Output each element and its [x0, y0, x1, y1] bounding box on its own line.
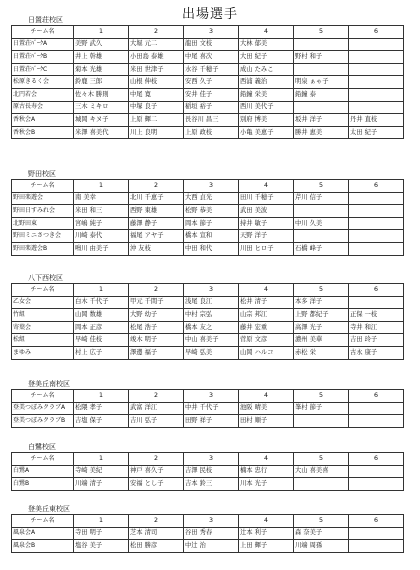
- player-cell: 寺田 明子: [74, 527, 129, 540]
- player-cell: [294, 205, 349, 218]
- player-cell: 米澤 喜美代: [74, 126, 129, 139]
- player-cell: 中川 久美: [294, 217, 349, 230]
- table-row: [12, 321, 404, 334]
- header-player-number: 2: [129, 390, 184, 403]
- player-cell: 佐々木 勝則: [74, 88, 129, 101]
- player-cell: 山根 伸枝: [129, 76, 184, 89]
- header-team-name: チーム名: [12, 515, 74, 528]
- player-cell: 武富 洋江: [129, 402, 184, 415]
- header-team-name: チーム名: [12, 180, 74, 193]
- table-row: [12, 415, 404, 428]
- header-team-name: チーム名: [12, 26, 74, 39]
- player-cell: 芝本 清司: [129, 527, 184, 540]
- player-cell: 池阪 晴美: [239, 402, 294, 415]
- player-cell: [349, 296, 404, 309]
- player-cell: [349, 192, 404, 205]
- player-cell: 中井 千代子: [184, 402, 239, 415]
- player-cell: 川田 ヒロ子: [239, 242, 294, 255]
- player-cell: 中辻 治: [184, 540, 239, 553]
- player-cell: [349, 51, 404, 64]
- table-row: [12, 51, 404, 64]
- player-cell: 城岡 キヌ子: [74, 114, 129, 127]
- player-cell: 安井 佳子: [184, 88, 239, 101]
- header-player-number: 3: [184, 390, 239, 403]
- player-cell: 峯村 節子: [294, 402, 349, 415]
- player-cell: 古永 康子: [349, 346, 404, 359]
- team-name-cell: 日置荘ﾊﾞｰｸA: [12, 38, 74, 51]
- player-cell: [349, 88, 404, 101]
- player-cell: [294, 230, 349, 243]
- player-cell: 岡本 正彦: [74, 321, 129, 334]
- player-cell: [294, 415, 349, 428]
- player-cell: 稲垣 裕子: [184, 101, 239, 114]
- table-header-row: [12, 180, 404, 193]
- player-cell: 甲元 千間子: [129, 296, 184, 309]
- player-cell: [349, 415, 404, 428]
- player-cell: 成山 たみこ: [239, 63, 294, 76]
- player-cell: 大堀 元二: [129, 38, 184, 51]
- table-row: [12, 114, 404, 127]
- player-cell: 中尾 喜次: [184, 51, 239, 64]
- team-name-cell: 寄葉会: [12, 321, 74, 334]
- team-name-cell: 野田ミニさつき会: [12, 230, 74, 243]
- header-player-number: 4: [239, 453, 294, 466]
- team-name-cell: 松組: [12, 334, 74, 347]
- section-region-label: 八下西校区: [28, 274, 63, 282]
- roster-table: [11, 283, 404, 360]
- team-name-cell: 登美つぼみクラブB: [12, 415, 74, 428]
- team-name-cell: 白鷺A: [12, 465, 74, 478]
- player-cell: 松隈 孝子: [74, 402, 129, 415]
- team-name-cell: まゆみ: [12, 346, 74, 359]
- player-cell: 三木 ミキロ: [74, 101, 129, 114]
- table-row: [12, 217, 404, 230]
- header-team-name: チーム名: [12, 284, 74, 297]
- table-row: [12, 205, 404, 218]
- team-name-cell: 野田楽遊会B: [12, 242, 74, 255]
- player-cell: 谷田 秀春: [184, 527, 239, 540]
- team-name-cell: 風泉会A: [12, 527, 74, 540]
- team-name-cell: 風泉会B: [12, 540, 74, 553]
- player-cell: [349, 217, 404, 230]
- player-cell: 中田 和代: [184, 242, 239, 255]
- player-cell: [349, 242, 404, 255]
- player-cell: 石橋 峰子: [294, 242, 349, 255]
- player-cell: 宮嶋 純子: [74, 217, 129, 230]
- team-name-cell: 原古長寿会: [12, 101, 74, 114]
- team-name-cell: 北野田東: [12, 217, 74, 230]
- player-cell: 藤澤 静子: [129, 217, 184, 230]
- header-player-number: 3: [184, 284, 239, 297]
- header-player-number: 2: [129, 26, 184, 39]
- header-player-number: 2: [129, 453, 184, 466]
- table-row: [12, 88, 404, 101]
- roster-table: [11, 389, 404, 428]
- player-cell: [349, 540, 404, 553]
- player-cell: 菅原 文彦: [239, 334, 294, 347]
- player-cell: 坂井 洋子: [294, 114, 349, 127]
- header-player-number: 3: [184, 26, 239, 39]
- player-cell: 山岡 数雄: [74, 309, 129, 322]
- table-row: [12, 38, 404, 51]
- player-cell: 明泉 ぁゃ子: [294, 76, 349, 89]
- header-player-number: 5: [294, 390, 349, 403]
- page-title: 出場選手: [181, 7, 238, 22]
- player-cell: [294, 478, 349, 491]
- header-player-number: 2: [129, 284, 184, 297]
- player-cell: 田村 順子: [239, 415, 294, 428]
- header-player-number: 1: [74, 515, 129, 528]
- header-player-number: 1: [74, 180, 129, 193]
- team-name-cell: 登美つぼみクラブA: [12, 402, 74, 415]
- table-row: [12, 527, 404, 540]
- player-cell: [294, 101, 349, 114]
- player-cell: 安福 とし子: [129, 478, 184, 491]
- table-row: [12, 101, 404, 114]
- player-cell: [349, 478, 404, 491]
- table-row: [12, 334, 404, 347]
- player-cell: 松田 勝彦: [129, 540, 184, 553]
- table-row: [12, 63, 404, 76]
- player-cell: 川本 光子: [239, 478, 294, 491]
- player-cell: 勝井 恵美: [294, 126, 349, 139]
- player-cell: 野村 和子: [294, 51, 349, 64]
- header-player-number: 5: [294, 26, 349, 39]
- header-player-number: 2: [129, 180, 184, 193]
- player-cell: 田野 祥子: [184, 415, 239, 428]
- player-cell: 西川 美代子: [239, 101, 294, 114]
- player-cell: 岡本 節子: [184, 217, 239, 230]
- player-cell: 楠本 忠行: [239, 465, 294, 478]
- player-cell: 太田 紀子: [349, 126, 404, 139]
- player-cell: 沖 友枝: [129, 242, 184, 255]
- player-cell: 上原 輝二: [129, 114, 184, 127]
- team-name-cell: 野田楽遊会: [12, 192, 74, 205]
- player-cell: 上野 都紀子: [294, 309, 349, 322]
- player-cell: 上原 政枝: [184, 126, 239, 139]
- table-header-row: [12, 26, 404, 39]
- player-cell: 寺崎 美紀: [74, 465, 129, 478]
- table-header-row: [12, 390, 404, 403]
- player-cell: 吉本 鈴三: [184, 478, 239, 491]
- player-cell: 濃州 美華: [294, 334, 349, 347]
- player-cell: [349, 205, 404, 218]
- header-player-number: 1: [74, 26, 129, 39]
- team-name-cell: 白鷺B: [12, 478, 74, 491]
- player-cell: 早崎 弘美: [184, 346, 239, 359]
- player-cell: 橋本 宣和: [184, 230, 239, 243]
- player-cell: 寺井 和江: [349, 321, 404, 334]
- table-row: [12, 296, 404, 309]
- player-cell: 山宗 邦江: [239, 309, 294, 322]
- player-cell: 吉澤 民枝: [184, 465, 239, 478]
- player-cell: 芹川 信子: [294, 192, 349, 205]
- player-cell: [349, 63, 404, 76]
- table-row: [12, 309, 404, 322]
- header-player-number: 5: [294, 180, 349, 193]
- player-cell: [349, 402, 404, 415]
- player-cell: 塩谷 美子: [74, 540, 129, 553]
- player-cell: [349, 76, 404, 89]
- player-cell: 田川 千穂子: [239, 192, 294, 205]
- player-cell: [294, 38, 349, 51]
- player-cell: 鈴鹿 三郎: [74, 76, 129, 89]
- header-player-number: 4: [239, 515, 294, 528]
- header-player-number: 6: [349, 390, 404, 403]
- section-region-label: 登美丘南校区: [28, 380, 70, 388]
- table-row: [12, 230, 404, 243]
- team-name-cell: 香秋会B: [12, 126, 74, 139]
- header-player-number: 5: [294, 453, 349, 466]
- player-cell: 川上 良明: [129, 126, 184, 139]
- header-team-name: チーム名: [12, 453, 74, 466]
- header-player-number: 6: [349, 284, 404, 297]
- team-name-cell: 日置荘ﾊﾞｰｸB: [12, 51, 74, 64]
- player-cell: 米田 和三: [74, 205, 129, 218]
- team-name-cell: 竹組: [12, 309, 74, 322]
- player-cell: 鉛鐘 栄美: [239, 88, 294, 101]
- player-cell: 菊本 光雄: [74, 63, 129, 76]
- header-player-number: 6: [349, 453, 404, 466]
- roster-table: [11, 514, 404, 553]
- team-name-cell: 日置荘ﾊﾞｰｸC: [12, 63, 74, 76]
- table-row: [12, 478, 404, 491]
- player-cell: 北川 千恵子: [129, 192, 184, 205]
- header-player-number: 6: [349, 26, 404, 39]
- player-cell: 安西 久子: [184, 76, 239, 89]
- header-player-number: 3: [184, 453, 239, 466]
- player-cell: 松尾 浩子: [129, 321, 184, 334]
- player-cell: 鉛鐘 泰: [294, 88, 349, 101]
- header-player-number: 1: [74, 390, 129, 403]
- player-cell: 中山 喜美子: [184, 334, 239, 347]
- table-row: [12, 465, 404, 478]
- player-cell: 中尾 寛: [129, 88, 184, 101]
- player-cell: 松井 清子: [239, 296, 294, 309]
- player-cell: 中塚 良子: [129, 101, 184, 114]
- header-player-number: 4: [239, 284, 294, 297]
- player-cell: [349, 230, 404, 243]
- table-row: [12, 242, 404, 255]
- table-header-row: [12, 284, 404, 297]
- player-cell: 川端 周孫: [294, 540, 349, 553]
- table-row: [12, 402, 404, 415]
- header-player-number: 3: [184, 515, 239, 528]
- player-cell: [349, 527, 404, 540]
- header-player-number: 1: [74, 284, 129, 297]
- header-player-number: 4: [239, 26, 294, 39]
- table-row: [12, 540, 404, 553]
- team-name-cell: 北円若会: [12, 88, 74, 101]
- player-cell: 赤松 栄: [294, 346, 349, 359]
- header-player-number: 5: [294, 284, 349, 297]
- player-cell: 川端 清子: [74, 478, 129, 491]
- team-name-cell: 香秋会A: [12, 114, 74, 127]
- player-cell: 吉田 玲子: [349, 334, 404, 347]
- player-cell: [349, 465, 404, 478]
- player-cell: 神戸 喜久子: [129, 465, 184, 478]
- player-cell: 松野 恭美: [184, 205, 239, 218]
- player-cell: 小田島 泰雄: [129, 51, 184, 64]
- player-cell: 森 奈美子: [294, 527, 349, 540]
- header-player-number: 1: [74, 453, 129, 466]
- player-cell: 西浦 義治: [239, 76, 294, 89]
- team-name-cell: 野田日すみれ会: [12, 205, 74, 218]
- header-team-name: チーム名: [12, 390, 74, 403]
- player-cell: 小亀 美恵子: [239, 126, 294, 139]
- player-cell: 中村 宗弘: [184, 309, 239, 322]
- player-cell: 高澤 光子: [294, 321, 349, 334]
- player-cell: [349, 101, 404, 114]
- player-cell: 竣木 明子: [129, 334, 184, 347]
- table-header-row: [12, 515, 404, 528]
- player-cell: 吉塩 保子: [74, 415, 129, 428]
- player-cell: 藤井 宏重: [239, 321, 294, 334]
- player-cell: 白木 千代子: [74, 296, 129, 309]
- roster-table: [11, 452, 404, 491]
- header-player-number: 3: [184, 180, 239, 193]
- player-cell: 浅尾 良江: [184, 296, 239, 309]
- section-region-label: 白鷺校区: [28, 443, 56, 451]
- team-name-cell: 乙女会: [12, 296, 74, 309]
- player-cell: 吉川 弘子: [129, 415, 184, 428]
- table-row: [12, 346, 404, 359]
- player-cell: 大西 貞光: [184, 192, 239, 205]
- table-header-row: [12, 453, 404, 466]
- roster-table: [11, 179, 404, 256]
- player-cell: 大山 喜美喜: [294, 465, 349, 478]
- player-cell: 別府 博美: [239, 114, 294, 127]
- player-cell: 武田 美波: [239, 205, 294, 218]
- player-cell: 美野 武久: [74, 38, 129, 51]
- player-cell: 辻本 利子: [239, 527, 294, 540]
- player-cell: 水谷 千穂子: [184, 63, 239, 76]
- player-cell: 村上 広子: [74, 346, 129, 359]
- player-cell: 大野 幼子: [129, 309, 184, 322]
- header-player-number: 4: [239, 180, 294, 193]
- player-cell: 大林 郁美: [239, 38, 294, 51]
- player-cell: 鳴川 由美子: [74, 242, 129, 255]
- player-cell: 長谷川 昌三: [184, 114, 239, 127]
- header-player-number: 6: [349, 515, 404, 528]
- table-row: [12, 76, 404, 89]
- player-cell: 澤邊 福子: [129, 346, 184, 359]
- header-player-number: 5: [294, 515, 349, 528]
- player-cell: 井上 幹雄: [74, 51, 129, 64]
- player-cell: 西野 東雄: [129, 205, 184, 218]
- player-cell: 橋本 友之: [184, 321, 239, 334]
- section-region-label: 登美丘東校区: [28, 505, 70, 513]
- player-cell: 正保 一枝: [349, 309, 404, 322]
- team-name-cell: 松原きるく会: [12, 76, 74, 89]
- player-cell: 大田 紀子: [239, 51, 294, 64]
- player-cell: 米田 世津子: [129, 63, 184, 76]
- player-cell: 早崎 佳枝: [74, 334, 129, 347]
- section-region-label: 野田校区: [28, 170, 56, 178]
- roster-table: [11, 25, 404, 139]
- header-player-number: 6: [349, 180, 404, 193]
- table-row: [12, 192, 404, 205]
- player-cell: 山岡 ハルコ: [239, 346, 294, 359]
- table-row: [12, 126, 404, 139]
- player-cell: 天野 洋子: [239, 230, 294, 243]
- player-cell: 川崎 泰代: [74, 230, 129, 243]
- player-cell: 南 美幸: [74, 192, 129, 205]
- player-cell: [294, 63, 349, 76]
- header-player-number: 4: [239, 390, 294, 403]
- player-cell: 龍田 文枝: [184, 38, 239, 51]
- player-cell: 本多 洋子: [294, 296, 349, 309]
- player-cell: 上田 輝子: [239, 540, 294, 553]
- player-cell: 丹井 直枝: [349, 114, 404, 127]
- player-cell: 持井 敏子: [239, 217, 294, 230]
- header-player-number: 2: [129, 515, 184, 528]
- player-cell: [349, 38, 404, 51]
- player-cell: 福尾 アヤ子: [129, 230, 184, 243]
- section-region-label: 日置荘校区: [28, 16, 63, 24]
